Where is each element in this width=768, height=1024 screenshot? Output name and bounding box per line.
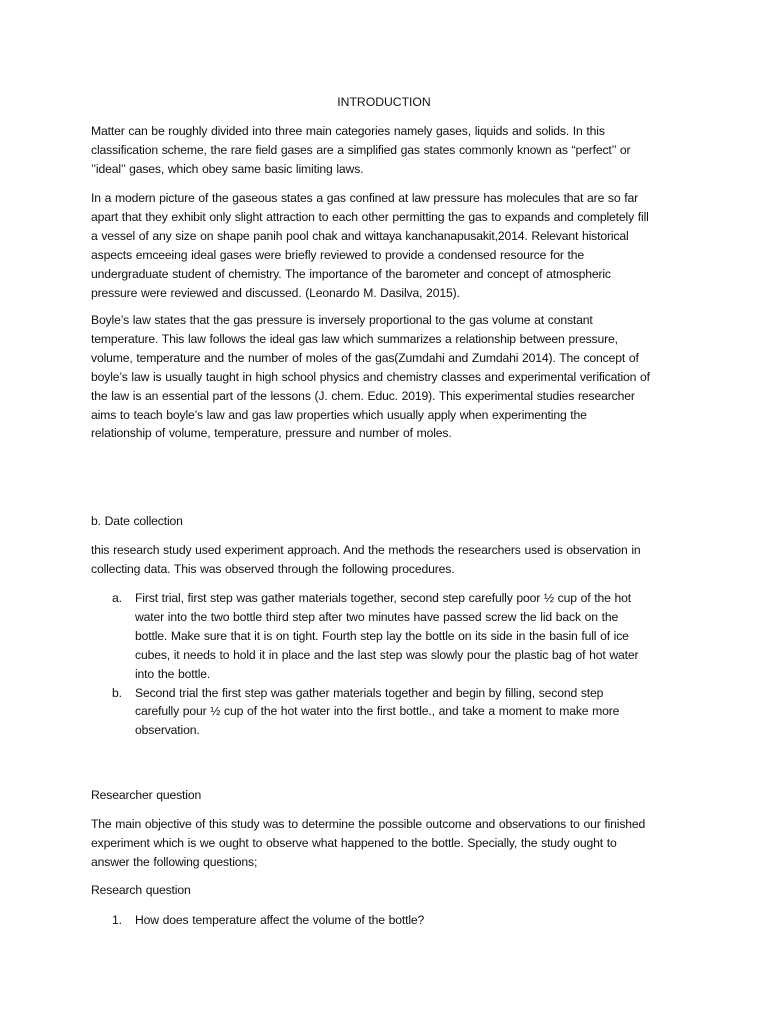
list-item bbox=[91, 911, 651, 930]
list-marker: 1. bbox=[112, 913, 122, 927]
list-item-text: How does temperature affect the volume of the bottle? bbox=[135, 913, 425, 927]
researcher-question-body: The main objective of this study was to determine the possible outcome and observations to our finished experiment which is we ought to observe what happened to the bottle. Specially, the study ought to answer the following questions; bbox=[91, 817, 646, 869]
list-item bbox=[91, 684, 651, 741]
list-item-text: First trial, first step was gather materials together, second step carefully poor ½ cup of the hot water into the two bottle third step after two minutes have passed screw the lid back on the bottle. Make sure that it is on tight. Fourth step lay the bottle on its side in the basin full of ice cubes, it needs to hold it in place and the last step was slowly pour the plastic bag of hot water into the bottle. bbox=[135, 591, 639, 681]
researcher-question-heading: Researcher question bbox=[91, 788, 202, 802]
list-marker: b. bbox=[112, 685, 122, 700]
intro-paragraph-2: In a modern picture of the gaseous states a gas confined at law pressure has molecules that are so far apart that they exhibit only slight attraction to each other permitting the gas to expands and completely fill a vessel of any size on shape panih pool chak and wittaya kanchanapusakit,2014. Relevant historical aspects emceeing ideal gases were briefly reviewed to provide a condensed resource for the undergraduate student of chemistry. The importance of the barometer and concept of atmospheric pressure were reviewed and discussed. (Leonardo M. Dasilva, 2015). bbox=[91, 191, 649, 300]
research-question-list bbox=[91, 911, 651, 930]
intro-paragraph-3: Boyle’s law states that the gas pressure is inversely proportional to the gas volume at constant temperature. This law follows the ideal gas law which summarizes a relationship between pressure, volume, temperature and the number of moles of the gas(Zumdahi and Zumdahi 2014). The concept of boyle’s law is usually taught in high school physics and chemistry classes and experimental verification of the law is an essential part of the lessons (J. chem. Educ. 2019). This experimental studies researcher aims to teach boyle’s law and gas law properties which usually apply when experimenting the relationship of volume, temperature, pressure and number of moles. bbox=[91, 313, 650, 441]
list-item bbox=[91, 589, 651, 684]
list-item-text: Second trial the first step was gather materials together and begin by filling, second step carefully pour ½ cup of the hot water into the first bottle., and take a moment to make more observation. bbox=[135, 685, 620, 738]
intro-paragraph-1: Matter can be roughly divided into three main categories namely gases, liquids and solids. In this classification scheme, the rare field gases are a simplified gas states commonly known as “perfect’’ or ’’ideal’’ gases, which obey same basic limiting laws. bbox=[91, 124, 631, 176]
list-marker: a. bbox=[112, 591, 122, 605]
date-collection-intro: this research study used experiment approach. And the methods the researchers used is observation in collecting data. This was observed through the following procedures. bbox=[91, 543, 641, 576]
procedure-list bbox=[91, 589, 651, 740]
research-question-subheading: Research question bbox=[91, 883, 191, 897]
date-collection-heading: b. Date collection bbox=[91, 514, 183, 528]
page-title: INTRODUCTION bbox=[337, 95, 431, 109]
